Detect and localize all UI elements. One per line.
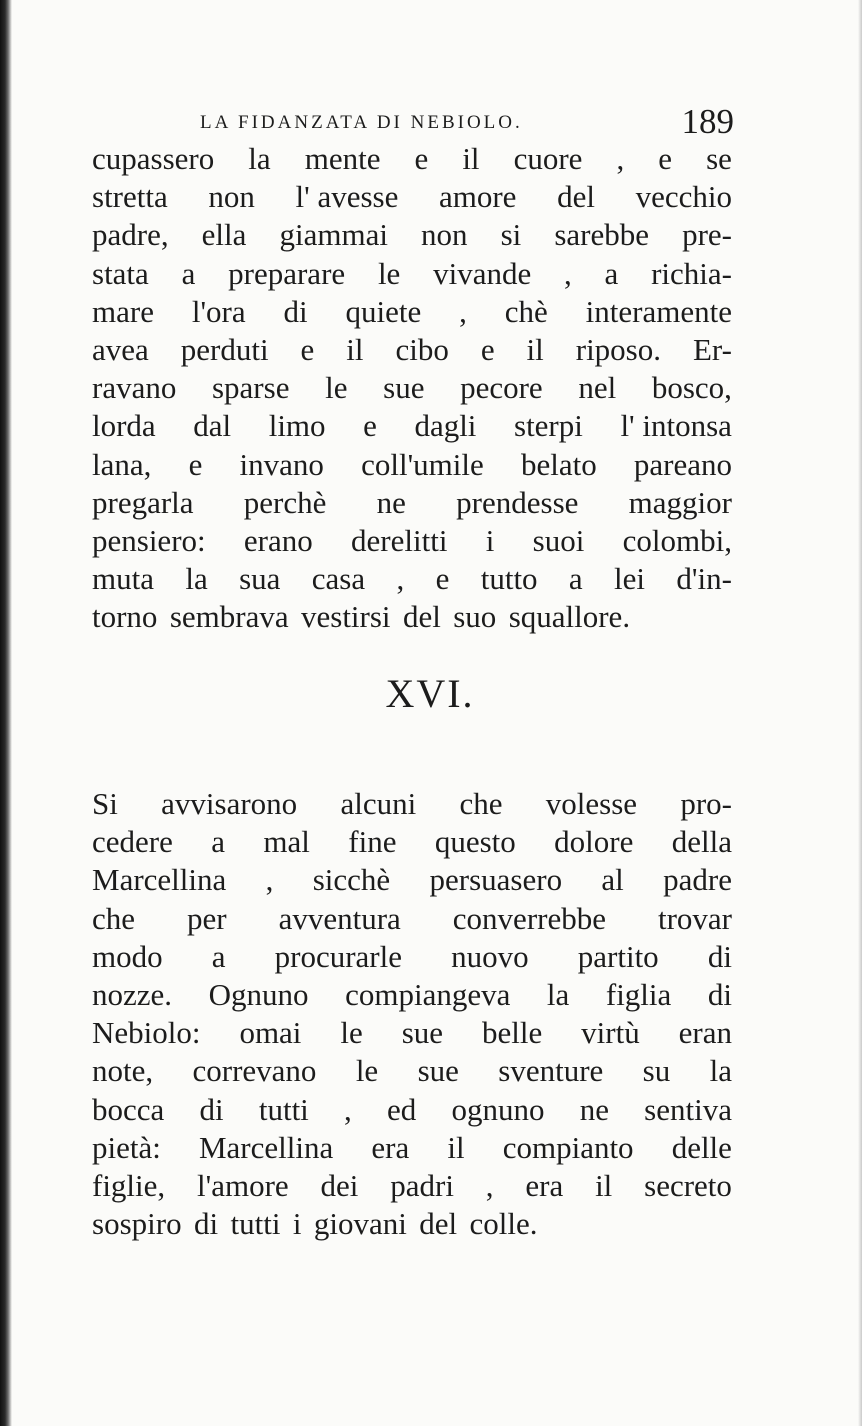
- word: volesse: [545, 786, 638, 821]
- word: dagli: [414, 408, 477, 444]
- word: tutto: [480, 561, 538, 597]
- word: limo: [268, 408, 326, 444]
- word: ognuno: [451, 1091, 545, 1127]
- word: Marcellina: [198, 1129, 334, 1165]
- word: stata: [92, 255, 149, 291]
- word: avea: [92, 331, 149, 367]
- word: chè: [504, 293, 548, 329]
- word: nuovo: [451, 938, 529, 974]
- word: compiangeva: [345, 976, 511, 1012]
- text-line: [92, 861, 732, 899]
- word: dei: [320, 1167, 359, 1203]
- word: omai: [239, 1015, 302, 1051]
- word: si: [500, 217, 522, 253]
- word: e: [480, 331, 495, 367]
- word: vivande: [433, 255, 532, 291]
- word: sembrava: [169, 599, 289, 635]
- text-line: [92, 1052, 732, 1090]
- word: richia-: [651, 255, 732, 291]
- text-line: [92, 216, 732, 254]
- text-line: [92, 369, 732, 407]
- word: trovar: [657, 900, 732, 936]
- word: ,: [459, 293, 467, 329]
- word: e: [300, 331, 315, 367]
- word: sarebbe: [554, 217, 649, 253]
- page-number: 189: [681, 102, 734, 141]
- word: e: [363, 408, 377, 444]
- word: ne: [376, 484, 406, 520]
- text-line: [92, 407, 732, 445]
- word: la: [709, 1053, 732, 1089]
- word: il: [595, 1167, 613, 1203]
- word: l'ora: [191, 293, 246, 329]
- word: a: [181, 255, 196, 291]
- word: persuasero: [429, 862, 563, 898]
- word: e: [414, 141, 429, 176]
- word: l' intonsa: [620, 408, 732, 444]
- text-line: [92, 785, 732, 823]
- text-line: [92, 140, 732, 178]
- word: colombi,: [622, 522, 732, 558]
- word: cibo: [395, 331, 449, 367]
- word: non: [208, 179, 255, 215]
- word: ,: [564, 255, 572, 291]
- word: tutti: [230, 1206, 281, 1242]
- word: erano: [243, 522, 313, 558]
- word: pietà:: [92, 1129, 161, 1165]
- word: note,: [92, 1053, 154, 1089]
- word: partito: [577, 938, 659, 974]
- word: padre,: [92, 217, 169, 253]
- word: e: [435, 561, 450, 597]
- word: converrebbe: [452, 900, 606, 936]
- word: ,: [485, 1167, 494, 1203]
- word: il: [526, 331, 544, 367]
- word: i: [292, 1206, 302, 1242]
- word: bosco,: [651, 370, 732, 406]
- paragraph-1: [92, 140, 732, 636]
- word: derelitti: [351, 522, 448, 558]
- text-line: [92, 178, 732, 216]
- word: squallore.: [508, 599, 631, 635]
- word: cuore: [513, 141, 583, 176]
- word: nel: [578, 370, 617, 406]
- word: delle: [671, 1129, 732, 1165]
- word: sospiro: [92, 1206, 182, 1242]
- word: la: [185, 561, 208, 597]
- word: padre: [663, 862, 732, 898]
- word: ,: [265, 862, 274, 898]
- section-heading: XVI.: [385, 671, 475, 716]
- text-line: [92, 484, 732, 522]
- word: ne: [579, 1091, 609, 1127]
- word: era: [525, 1167, 564, 1203]
- book-spine-shadow: [0, 0, 12, 1426]
- word: figlie,: [92, 1167, 166, 1203]
- word: di: [707, 938, 732, 974]
- word: l'amore: [197, 1167, 289, 1203]
- word: l' avesse: [295, 179, 399, 215]
- word: che: [92, 900, 136, 936]
- text-line: [92, 560, 732, 598]
- word: mente: [304, 141, 381, 176]
- word: d'in-: [676, 561, 732, 597]
- word: figlia: [605, 976, 672, 1012]
- text-line: [92, 598, 732, 636]
- word: stretta: [92, 179, 168, 215]
- text-line: [92, 522, 732, 560]
- word: di: [193, 1206, 219, 1242]
- word: cupassero: [92, 141, 215, 176]
- word: pre-: [682, 217, 732, 253]
- word: secreto: [644, 1167, 732, 1203]
- word: lei: [614, 561, 646, 597]
- word: sue: [401, 1015, 444, 1051]
- word: le: [355, 1053, 379, 1089]
- word: a: [211, 824, 226, 860]
- word: perduti: [180, 331, 269, 367]
- word: e: [658, 141, 673, 176]
- word: sterpi: [514, 408, 583, 444]
- word: colle.: [469, 1206, 538, 1242]
- word: dolore: [554, 824, 634, 860]
- word: ,: [344, 1091, 352, 1127]
- text-line: [92, 255, 732, 293]
- text-line: [92, 823, 732, 861]
- word: vestirsi: [301, 599, 391, 635]
- word: sventure: [498, 1053, 604, 1089]
- word: tutti: [258, 1091, 309, 1127]
- word: suo: [453, 599, 497, 635]
- word: maggior: [628, 484, 732, 520]
- text-line: [92, 1205, 732, 1243]
- word: sicchè: [312, 862, 391, 898]
- page-header: [100, 102, 734, 142]
- word: di: [199, 1091, 224, 1127]
- word: riposo.: [575, 331, 661, 367]
- word: pareano: [633, 446, 732, 482]
- word: di: [283, 293, 308, 329]
- page-edge: [858, 0, 862, 1426]
- word: ella: [201, 217, 247, 253]
- word: su: [642, 1053, 671, 1089]
- word: casa: [311, 561, 366, 597]
- word: a: [211, 938, 226, 974]
- word: muta: [92, 561, 154, 597]
- word: alcuni: [340, 786, 417, 821]
- word: dal: [193, 408, 232, 444]
- word: bocca: [92, 1091, 165, 1127]
- text-line: [92, 1167, 732, 1205]
- word: belato: [520, 446, 597, 482]
- word: pro-: [680, 786, 732, 821]
- text-line: [92, 446, 732, 484]
- word: ravano: [92, 370, 177, 406]
- word: mare: [92, 293, 154, 329]
- text-line: [92, 1014, 732, 1052]
- word: lana,: [92, 446, 152, 482]
- word: il: [447, 1129, 465, 1165]
- word: interamente: [585, 293, 732, 329]
- word: giammai: [279, 217, 388, 253]
- word: pecore: [460, 370, 543, 406]
- word: era: [371, 1129, 410, 1165]
- word: a: [604, 255, 619, 291]
- word: il: [462, 141, 480, 176]
- word: sue: [417, 1053, 459, 1089]
- word: sparse: [211, 370, 290, 406]
- word: al: [601, 862, 624, 898]
- word: modo: [92, 938, 163, 974]
- word: sue: [383, 370, 425, 406]
- text-line: [92, 1091, 732, 1129]
- text-line: [92, 293, 732, 331]
- word: del: [402, 599, 441, 635]
- text-line: [92, 900, 732, 938]
- word: fine: [348, 824, 397, 860]
- word: belle: [481, 1015, 543, 1051]
- text-line: [92, 1129, 732, 1167]
- word: amore: [438, 179, 517, 215]
- word: prendesse: [456, 484, 579, 520]
- word: suoi: [532, 522, 585, 558]
- word: per: [187, 900, 227, 936]
- word: compianto: [502, 1129, 634, 1165]
- word: le: [377, 255, 401, 291]
- word: il: [346, 331, 364, 367]
- word: Ognuno: [208, 976, 309, 1012]
- word: del: [419, 1206, 458, 1242]
- word: avvisarono: [161, 786, 298, 821]
- word: cedere: [92, 824, 173, 860]
- word: Si: [92, 786, 118, 821]
- word: Er-: [692, 331, 732, 367]
- word: virtù: [581, 1015, 640, 1051]
- paragraph-2: [92, 785, 732, 1243]
- word: torno: [92, 599, 158, 635]
- word: a: [568, 561, 583, 597]
- word: correvano: [192, 1053, 317, 1089]
- word: mal: [263, 824, 310, 860]
- word: pregarla: [92, 484, 194, 520]
- word: giovani: [313, 1206, 407, 1242]
- word: le: [325, 370, 348, 406]
- word: pensiero:: [92, 522, 206, 558]
- word: ,: [396, 561, 405, 597]
- word: le: [340, 1015, 363, 1051]
- word: perchè: [243, 484, 327, 520]
- text-line: [92, 938, 732, 976]
- word: ed: [386, 1091, 417, 1127]
- text-line: [92, 331, 732, 369]
- running-title: LA FIDANZATA DI NEBIOLO.: [200, 112, 523, 133]
- word: coll'umile: [361, 446, 484, 482]
- word: e: [188, 446, 203, 482]
- word: di: [707, 976, 732, 1012]
- word: sua: [239, 561, 281, 597]
- word: ,: [616, 141, 625, 176]
- word: eran: [678, 1015, 732, 1051]
- word: avventura: [278, 900, 401, 936]
- word: la: [546, 976, 570, 1012]
- word: sentiva: [644, 1091, 732, 1127]
- word: se: [706, 141, 732, 176]
- word: Nebiolo:: [92, 1015, 201, 1051]
- text-line: [92, 976, 732, 1014]
- word: procurarle: [274, 938, 403, 974]
- word: la: [248, 141, 271, 176]
- word: padri: [390, 1167, 454, 1203]
- word: della: [671, 824, 732, 860]
- word: i: [485, 522, 495, 558]
- word: non: [421, 217, 468, 253]
- word: lorda: [92, 408, 156, 444]
- word: quiete: [345, 293, 422, 329]
- word: invano: [239, 446, 324, 482]
- word: questo: [434, 824, 516, 860]
- word: che: [459, 786, 503, 821]
- word: nozze.: [92, 976, 173, 1012]
- word: vecchio: [635, 179, 732, 215]
- word: del: [557, 179, 595, 215]
- word: Marcellina: [92, 862, 227, 898]
- word: preparare: [228, 255, 346, 291]
